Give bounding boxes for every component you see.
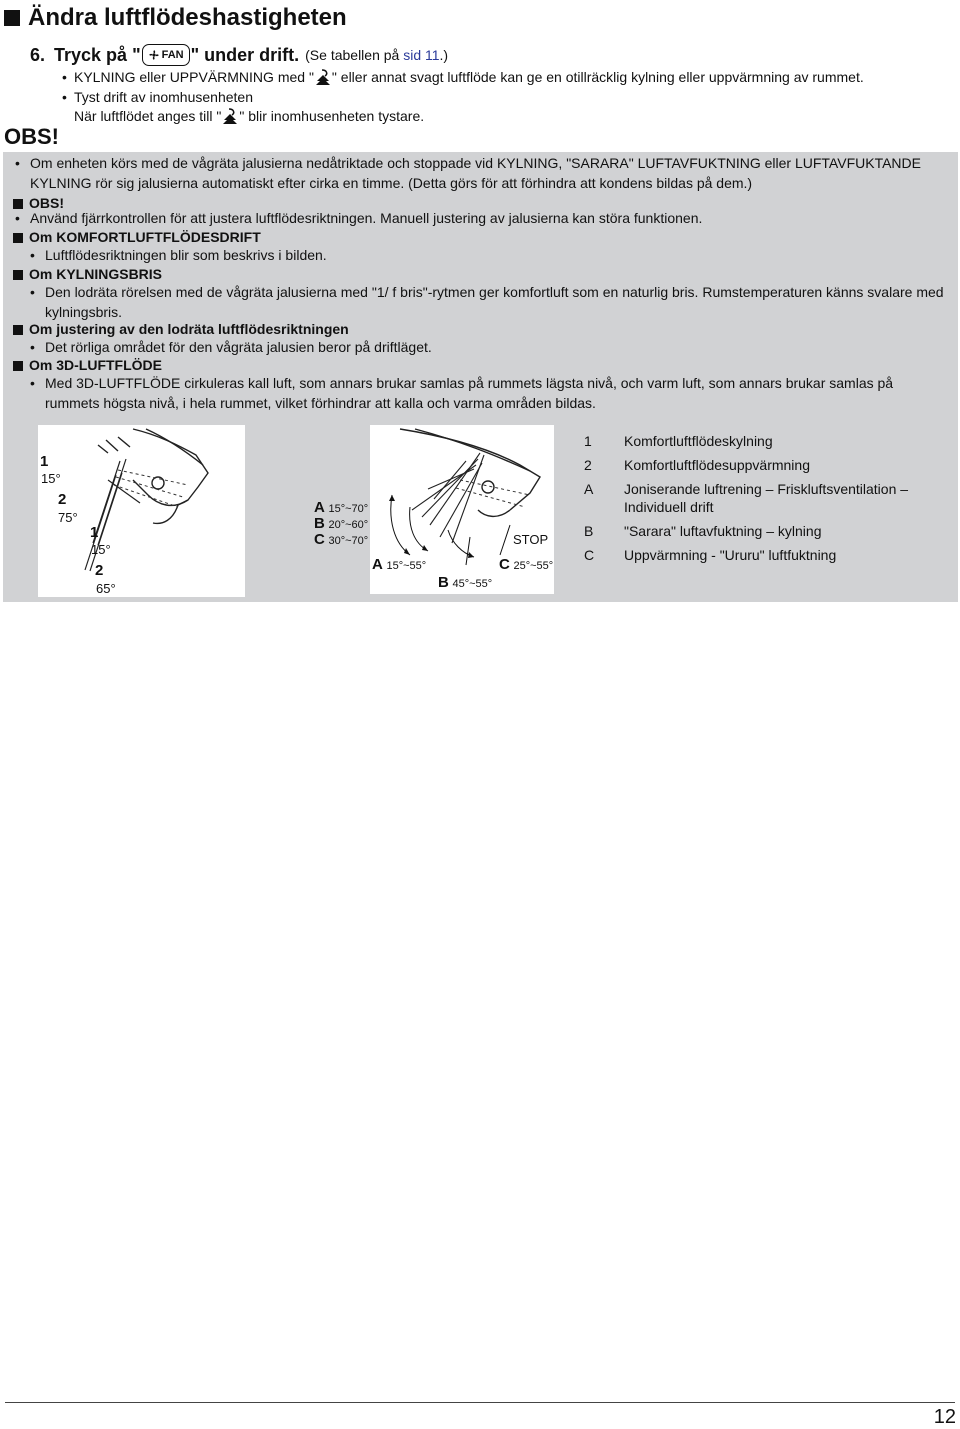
quiet-note-post: " blir inomhusenheten tystare. <box>239 108 425 124</box>
bullet-dot: • <box>15 210 20 226</box>
legend-key: C <box>584 547 595 563</box>
legend-value: Komfortluftflödeskylning <box>624 433 773 449</box>
quiet-fan-icon <box>221 108 239 126</box>
step-prefix: Tryck på " <box>54 44 141 65</box>
page-title <box>4 4 347 32</box>
diagram-legend <box>584 432 924 570</box>
note-text-1: Om enheten körs med de vågräta jalusierna nedåtriktade och stoppade vid KYLNING, "SARARA" LUFTAVFUKTNING eller LUFTAVFUKTANDE KYLNING rör sig jalusierna automatiskt efter cirka en timme. (Detta görs för att förhindra att kondens bildas på dem.) <box>30 155 921 191</box>
footer-rule <box>5 1402 955 1403</box>
note-paragraph-3 <box>30 246 955 266</box>
note-paragraph-4 <box>30 283 945 322</box>
louver-diagram-comfort <box>38 425 245 597</box>
note-paragraph-6 <box>30 374 945 413</box>
bullet-dot: • <box>30 247 35 263</box>
note-text-6: Med 3D-LUFTFLÖDE cirkuleras kall luft, som annars brukar samlas på rummets lägsta nivå, och varm luft, som annars brukar samlas på rummets högsta nivå, i hela rummet, vilket förhindrar att kalla och varma områden bildas. <box>45 375 894 411</box>
fan-label: FAN <box>161 49 184 61</box>
obs-heading-text: OBS! <box>29 195 64 211</box>
note-text-5: Det rörliga området för den vågräta jalusien beror på driftläget. <box>45 339 432 355</box>
quiet-note-pre: När luftflödet anges till " <box>74 108 222 124</box>
note-paragraph-2 <box>15 209 940 229</box>
note-text-2: Använd fjärrkontrollen för att justera luftflödesriktningen. Manuell justering av jalusierna kan störa funktionen. <box>30 210 703 226</box>
legend-value: Uppvärmning - "Ururu" luftfuktning <box>624 547 837 563</box>
label-1-top: 1 <box>40 453 49 470</box>
bullet-text-post: " eller annat svagt luftflöde kan ge en otillräcklig kylning eller uppvärmning av rummet. <box>331 69 864 85</box>
breeze-heading-text: Om KYLNINGSBRIS <box>29 266 163 282</box>
ref-post: .) <box>439 47 449 63</box>
bullet-text-pre: KYLNING eller UPPVÄRMNING med " <box>74 69 314 85</box>
quiet-note <box>74 107 424 126</box>
legend-item <box>584 546 924 564</box>
legend-key: 1 <box>584 433 592 449</box>
step-suffix: " under drift. <box>190 44 300 65</box>
range2-c: C 25°~55° <box>499 556 554 573</box>
square-bullet-icon <box>13 233 23 243</box>
note-text-4: Den lodräta rörelsen med de vågräta jalusierna med "1/ f bris"-rytmen ger komfortluft som en naturlig bris. Rumstemperaturen känns svalare med kylningsbris. <box>45 284 944 320</box>
square-bullet-icon <box>13 199 23 209</box>
angle-1-bottom: 15° <box>91 542 111 557</box>
range-a: A 15°~70° <box>314 499 369 516</box>
range-c: C 30°~70° <box>314 531 369 548</box>
page-link[interactable]: sid 11 <box>403 47 440 63</box>
quiet-fan-icon <box>314 69 332 87</box>
note-paragraph-5 <box>30 338 955 358</box>
bullet-dot: • <box>30 284 35 300</box>
page-reference <box>305 47 448 63</box>
step-number: 6. <box>30 44 46 65</box>
label-2-bottom: 2 <box>95 562 104 579</box>
range2-b: B 45°~55° <box>438 574 493 591</box>
legend-item <box>584 456 924 474</box>
obs-label: OBS! <box>4 124 59 149</box>
vertical-adjust-heading <box>13 320 349 340</box>
legend-key: A <box>584 481 594 497</box>
square-bullet-icon <box>13 361 23 371</box>
3d-airflow-heading <box>13 356 162 376</box>
comfort-heading-text: Om KOMFORTLUFTFLÖDESDRIFT <box>29 229 261 245</box>
bullet-dot: • <box>30 375 35 391</box>
angle-1-top: 15° <box>41 471 61 486</box>
vertical-adjust-heading-text: Om justering av den lodräta luftflödesriktningen <box>29 321 349 337</box>
3d-airflow-heading-text: Om 3D-LUFTFLÖDE <box>29 357 162 373</box>
angle-2-top: 75° <box>58 510 78 525</box>
square-bullet-icon <box>4 10 20 26</box>
legend-item <box>584 480 924 516</box>
page-title-text: Ändra luftflödeshastigheten <box>28 4 347 31</box>
ref-pre: (Se tabellen på <box>305 47 404 63</box>
range2-a: A 15°~55° <box>372 556 427 573</box>
page-number: 12 <box>933 1406 956 1428</box>
step-instruction <box>30 44 448 66</box>
bullet-quiet-operation: • Tyst drift av inomhusenheten <box>62 89 253 105</box>
fan-button-icon <box>142 44 190 66</box>
bullet-quiet-text: Tyst drift av inomhusenheten <box>74 89 253 105</box>
note-text-3: Luftflödesriktningen blir som beskrivs i bilden. <box>45 247 327 263</box>
comfort-heading <box>13 228 261 248</box>
bullet-dot: • <box>30 339 35 355</box>
range-b: B 20°~60° <box>314 515 369 532</box>
legend-item <box>584 522 924 540</box>
angle-2-bottom: 65° <box>96 581 116 596</box>
legend-item <box>584 432 924 450</box>
square-bullet-icon <box>13 270 23 280</box>
legend-value: "Sarara" luftavfuktning – kylning <box>624 523 822 539</box>
fan-icon <box>148 49 160 61</box>
label-1-bottom: 1 <box>90 524 99 541</box>
legend-key: B <box>584 523 594 539</box>
legend-value: Joniserande luftrening – Friskluftsventilation – Individuell drift <box>624 481 909 515</box>
stop-label: STOP <box>513 532 549 547</box>
legend-value: Komfortluftflödesuppvärmning <box>624 457 810 473</box>
legend-key: 2 <box>584 457 592 473</box>
louver-diagram-ranges <box>370 425 554 594</box>
label-2-top: 2 <box>58 491 67 508</box>
bullet-dot: • <box>15 155 20 171</box>
note-paragraph-1 <box>15 154 940 193</box>
breeze-heading <box>13 265 162 285</box>
square-bullet-icon <box>13 325 23 335</box>
bullet-weak-airflow: • KYLNING eller UPPVÄRMNING med " " eller annat svagt luftflöde kan ge en otillräcklig kylning eller uppvärmning av rummet. <box>62 68 864 87</box>
